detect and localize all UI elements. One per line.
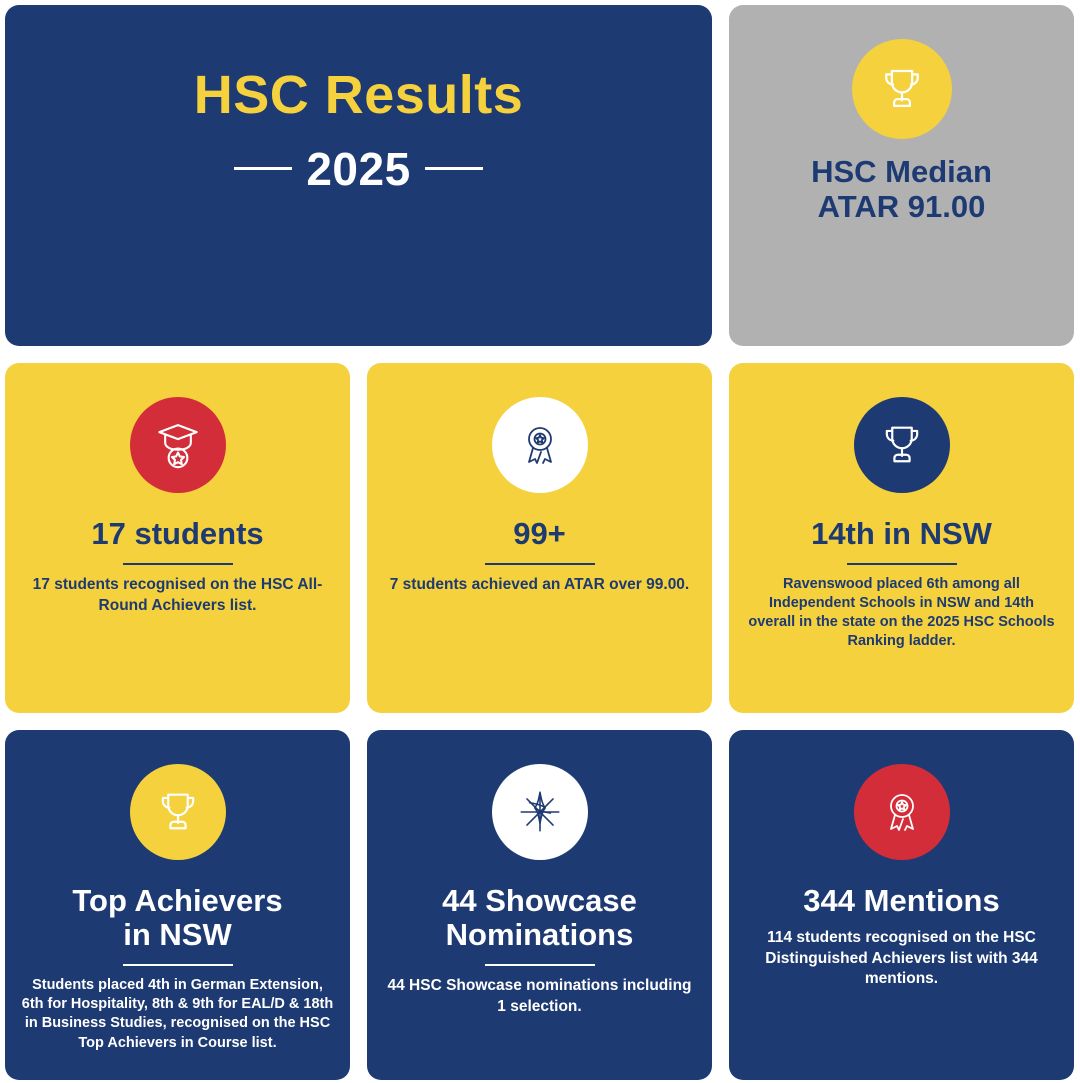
card-body: 114 students recognised on the HSC Distinguished Achievers list with 344 mentions. xyxy=(765,929,1038,987)
card-all-round-achievers xyxy=(5,363,350,713)
card-body: Ravenswood placed 6th among all Independent Schools in NSW and 14th overall in the state on the 2025 HSC Schools Ranking ladder. xyxy=(748,576,1055,650)
rosette-icon xyxy=(854,764,950,860)
card-body: 44 HSC Showcase nominations including 1 selection. xyxy=(387,977,692,1015)
card-headline-line1: Top Achievers xyxy=(72,883,283,918)
card-headline xyxy=(442,884,637,952)
card-headline: 17 students xyxy=(91,516,264,551)
card-headline xyxy=(72,884,282,952)
hero-year-row xyxy=(234,142,482,196)
trophy-icon xyxy=(852,39,952,139)
median-atar-card xyxy=(729,5,1074,346)
divider-left xyxy=(234,167,292,170)
rosette-icon xyxy=(492,397,588,493)
card-headline: 344 Mentions xyxy=(803,883,1000,918)
card-body: 7 students achieved an ATAR over 99.00. xyxy=(389,576,690,594)
card-divider xyxy=(485,563,595,565)
card-divider xyxy=(847,563,957,565)
trophy-icon xyxy=(854,397,950,493)
card-divider xyxy=(485,964,595,966)
card-divider xyxy=(123,563,233,565)
page-title: HSC Results xyxy=(193,65,524,125)
card-body: Students placed 4th in German Extension, 6th for Hospitality, 8th & 9th for EAL/D & 18th in Business Studies, recognised on the HSC Top Achievers in Course list. xyxy=(21,977,334,1051)
median-title-line2: ATAR 91.00 xyxy=(817,188,986,224)
card-distinguished-achievers xyxy=(729,730,1074,1080)
card-headline-line1: 44 Showcase xyxy=(442,883,637,918)
card-14th-in-nsw xyxy=(729,363,1074,713)
median-title xyxy=(811,155,992,224)
card-top-achievers-in-nsw xyxy=(5,730,350,1080)
card-headline: 99+ xyxy=(513,516,566,551)
card-headline-line2: in NSW xyxy=(123,917,232,953)
card-headline-line2: Nominations xyxy=(445,917,634,953)
trophy-icon xyxy=(130,764,226,860)
card-showcase-nominations xyxy=(367,730,712,1080)
divider-right xyxy=(425,167,483,170)
starburst-icon xyxy=(492,764,588,860)
hero-year: 2025 xyxy=(306,142,411,195)
graduate-star-icon xyxy=(130,397,226,493)
card-atar-99-plus xyxy=(367,363,712,713)
card-headline: 14th in NSW xyxy=(811,516,992,551)
hero-card xyxy=(5,5,712,346)
card-divider xyxy=(123,964,233,966)
median-title-line1: HSC Median xyxy=(811,154,992,189)
card-body: 17 students recognised on the HSC All-Round Achievers list. xyxy=(32,576,323,614)
